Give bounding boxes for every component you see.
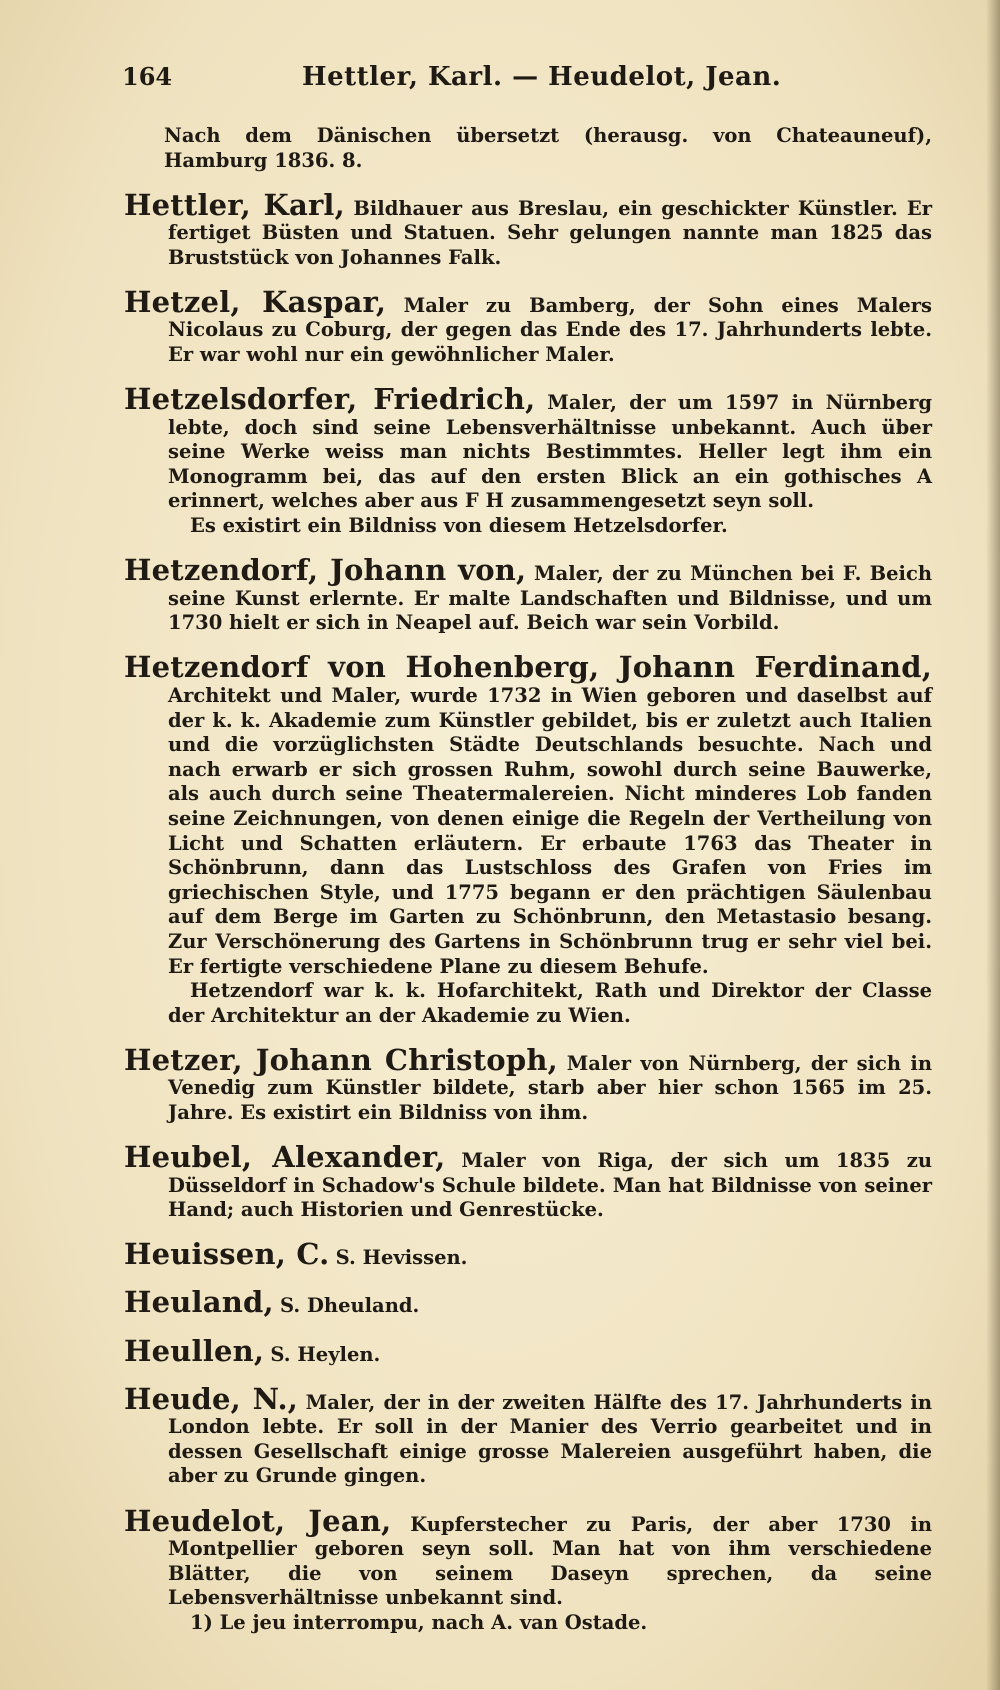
entry-text: Maler von Nürnberg, der sich in Venedig zum Künstler bildete, starb aber hier schon 1565 im 25. Jahre. Es existirt ein Bildniss von ihm. <box>168 1051 933 1124</box>
entry-text: Architekt und Maler, wurde 1732 in Wien geboren und daselbst auf der k. k. Akademie zum Künstler gebildet, bis er zuletzt auch Italien und die vorzüglichsten Städte Deutschlands besuchte. Nach und nach erwarb er sich grossen Ruhm, sowohl durch seine Bauwerke, als auch durch seine Theatermalereien. Nicht minderes Lob fanden seine Zeichnungen, von denen einige die Regeln der Vertheilung von Licht und Schatten erläutern. Er erbaute 1763 das Theater in Schönbrunn, dann das Lustschloss des Grafen von Fries im griechischen Style, und 1775 begann er den prächtigen Säulenbau auf dem Berge im Garten zu Schönbrunn, den Metastasio besang. Zur Verschönerung des Gartens in Schönbrunn trug er sehr viel bei. Er fertigte verschiedene Plane zu diesem Behufe. <box>168 684 932 978</box>
entry-heullen <box>124 1333 932 1368</box>
entry-name: Hetzel, Kaspar, <box>124 284 387 319</box>
entry-heubel <box>124 1140 932 1223</box>
entry-name: Hetzendorf von Hohenberg, Johann Ferdinand, <box>124 650 932 685</box>
entry-text: Maler, der in der zweiten Hälfte des 17. Jahrhunderts in London lebte. Er soll in der Manier des Verrio gearbeitet und in dessen Gesellschaft einige grosse Malereien ausgeführt haben, die aber zu Grunde gingen. <box>168 1390 933 1488</box>
entry-heude <box>124 1381 933 1489</box>
entry-note: Hetzendorf war k. k. Hofarchitekt, Rath und Direktor der Classe der Architektur an der Akademie zu Wien. <box>168 979 932 1027</box>
page-header <box>122 62 922 102</box>
running-head: Hettler, Karl. — Heudelot, Jean. <box>302 62 782 92</box>
entry-text: Maler von Riga, der sich um 1835 zu Düsseldorf in Schadow's Schule bildete. Man hat Bildnisse von seiner Hand; auch Historien und Genrestücke. <box>168 1149 932 1222</box>
entry-text: Maler, der zu München bei F. Beich seine Kunst erlernte. Er malte Landschaften und Bildnisse, und um 1730 hielt er sich in Neapel auf. Beich war sein Vorbild. <box>168 562 933 635</box>
entry-name: Heuland, <box>124 1285 274 1320</box>
entry-heuland <box>124 1285 932 1320</box>
page-edge-shadow <box>986 0 1000 1690</box>
entry-text: S. Heylen. <box>270 1342 381 1366</box>
entry-hetzel <box>124 284 933 368</box>
entry-hetzer <box>124 1042 933 1126</box>
entry-hetzelsdorfer <box>124 382 932 539</box>
entry-name: Heuissen, C. <box>124 1237 330 1272</box>
entry-text: Maler zu Bamberg, der Sohn eines Malers Nicolaus zu Coburg, der gegen das Ende des 17. Jahrhunderts lebte. Er war wohl nur ein gewöhnlicher Maler. <box>168 293 933 366</box>
entry-name: Heudelot, Jean, <box>124 1503 392 1538</box>
entry-hetzendorf <box>124 553 933 636</box>
entry-name: Hetzer, Johann Christoph, <box>124 1042 558 1077</box>
entry-name: Hetzelsdorfer, Friedrich, <box>124 382 536 417</box>
entry-heuissen <box>124 1237 932 1272</box>
entry-text: Bildhauer aus Breslau, ein geschickter Künstler. Er fertiget Büsten und Statuen. Sehr gelungen nannte man 1825 das Bruststück von Johannes Falk. <box>168 196 932 269</box>
entry-hettler <box>124 187 932 271</box>
entry-text: S. Hevissen. <box>335 1246 468 1270</box>
page-body <box>124 123 932 1650</box>
entry-note: 1) Le jeu interrompu, nach A. van Ostade. <box>190 1610 648 1634</box>
entry-name: Hetzendorf, Johann von, <box>124 553 527 588</box>
continuation-text: Nach dem Dänischen übersetzt (herausg. von Chateauneuf), Hamburg 1836. 8. <box>164 124 932 172</box>
page-number: 164 <box>122 62 173 91</box>
entry-text: S. Dheuland. <box>280 1294 420 1318</box>
entry-name: Heullen, <box>124 1333 265 1368</box>
entry-name: Heubel, Alexander, <box>124 1140 446 1175</box>
entry-text: Maler, der um 1597 in Nürnberg lebte, doch sind seine Lebensverhältnisse unbekannt. Auch über seine Werke weiss man nichts Bestimmtes. Heller legt ihm ein Monogramm bei, das auf den ersten Blick an ein gothisches A erinnert, welches aber aus F H zusammengesetzt seyn soll. <box>168 391 932 513</box>
entry-text: Kupferstecher zu Paris, der aber 1730 in Montpellier geboren seyn soll. Man hat von ihm verschiedene Blätter, die von seinem Daseyn sprechen, da seine Lebensverhältnisse unbekannt sind. <box>168 1512 932 1610</box>
entry-hetzendorf-von-hohenberg <box>124 650 932 1028</box>
entry-name: Hettler, Karl, <box>124 187 345 222</box>
entry-heudelot <box>124 1503 932 1636</box>
entry-name: Heude, N., <box>124 1381 299 1416</box>
entry-note: Es existirt ein Bildniss von diesem Hetzelsdorfer. <box>190 514 728 538</box>
